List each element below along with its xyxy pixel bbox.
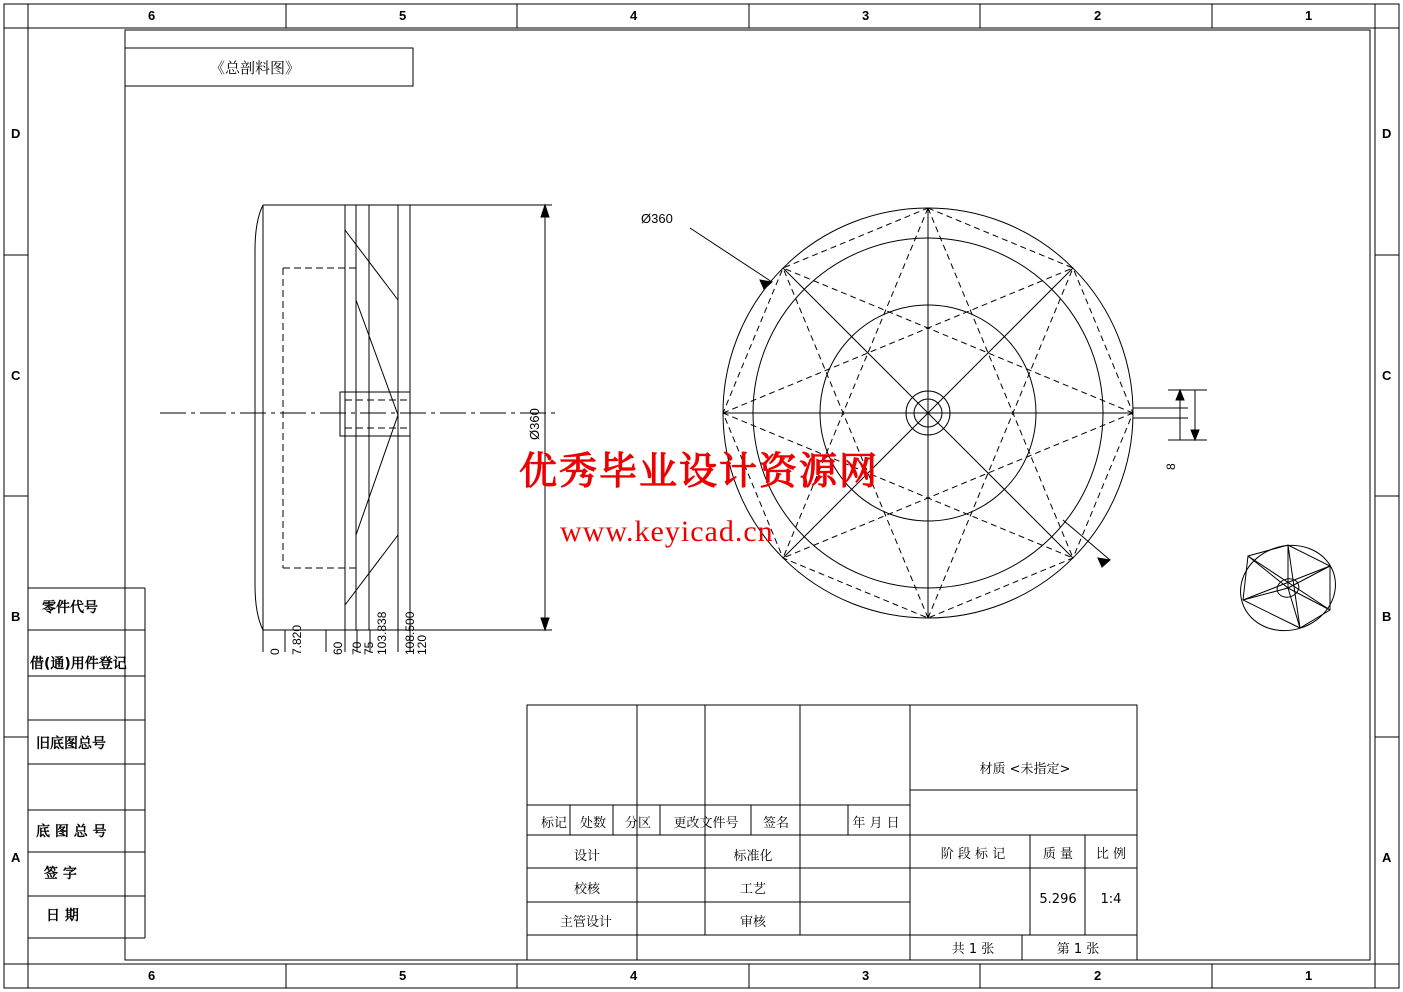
scale-value: 1:4 [1100, 892, 1122, 907]
station-7820: 7.820 [290, 624, 304, 655]
th-sign: 签名 [762, 816, 789, 831]
note-title: 《总剖料图》 [210, 59, 301, 77]
station-70: 70 [350, 641, 364, 655]
station-120: 120 [415, 634, 429, 655]
station-108500: 108.500 [403, 611, 417, 655]
zone-right-A: A [1382, 850, 1392, 865]
zone-top-3: 3 [862, 8, 870, 23]
role-chief-design: 主管设计 [559, 915, 612, 930]
role-standardize: 标准化 [733, 849, 773, 864]
stub-row-base-no: 底 图 总 号 [36, 824, 107, 840]
zone-right-D: D [1382, 126, 1392, 141]
zone-top-1: 1 [1305, 8, 1313, 23]
zone-left-D: D [11, 126, 21, 141]
zone-top-6: 6 [148, 8, 156, 23]
stub-row-date: 日 期 [46, 908, 79, 924]
stub-row-borrow-register: 借(通)用件登记 [30, 656, 127, 672]
role-design: 设计 [573, 849, 600, 864]
zone-left-C: C [11, 368, 21, 383]
stub-row-part-code: 零件代号 [42, 600, 98, 616]
th-mark: 标记 [540, 816, 567, 831]
zone-right-B: B [1382, 609, 1392, 624]
zone-bottom-3: 3 [862, 968, 870, 983]
watermark-line1: 优秀毕业设计资源网 [519, 449, 880, 493]
th-qty: 处数 [579, 816, 606, 831]
stub-row-old-base-no: 旧底图总号 [36, 736, 106, 752]
dim-section-diameter-label: Ø360 [527, 408, 542, 440]
zone-top-4: 4 [630, 8, 638, 23]
role-approve: 审核 [739, 915, 766, 930]
zone-left-B: B [11, 609, 21, 624]
station-0: 0 [268, 648, 282, 655]
zone-bottom-5: 5 [399, 968, 407, 983]
stub-row-signature: 签 字 [44, 866, 77, 882]
station-103838: 103.838 [375, 611, 389, 655]
dim-thickness-label: 8 [1164, 463, 1178, 470]
sheet-number: 第 1 张 [1056, 942, 1100, 957]
zone-top-2: 2 [1094, 8, 1102, 23]
stage-mark-header: 阶 段 标 记 [940, 847, 1006, 862]
role-process: 工艺 [739, 882, 766, 897]
zone-right-C: C [1382, 368, 1392, 383]
scale-header: 比 例 [1095, 847, 1127, 862]
zone-top-5: 5 [399, 8, 407, 23]
th-date: 年 月 日 [852, 816, 900, 831]
material-label: 材质 <未指定> [979, 762, 1071, 777]
role-check: 校核 [573, 882, 600, 897]
sheets-total: 共 1 张 [951, 942, 995, 957]
dim-front-diameter-label: Ø360 [641, 211, 673, 226]
zone-bottom-4: 4 [630, 968, 638, 983]
station-60: 60 [331, 641, 345, 655]
th-change-doc: 更改文件号 [673, 816, 739, 831]
mass-header: 质 量 [1042, 847, 1074, 862]
station-75: 75 [362, 641, 376, 655]
th-zone: 分区 [624, 816, 651, 831]
zone-bottom-1: 1 [1305, 968, 1313, 983]
watermark-line2: www.keyicad.cn [560, 515, 774, 548]
zone-bottom-2: 2 [1094, 968, 1102, 983]
zone-bottom-6: 6 [148, 968, 156, 983]
mass-value: 5.296 [1039, 892, 1077, 907]
zone-left-A: A [11, 850, 21, 865]
